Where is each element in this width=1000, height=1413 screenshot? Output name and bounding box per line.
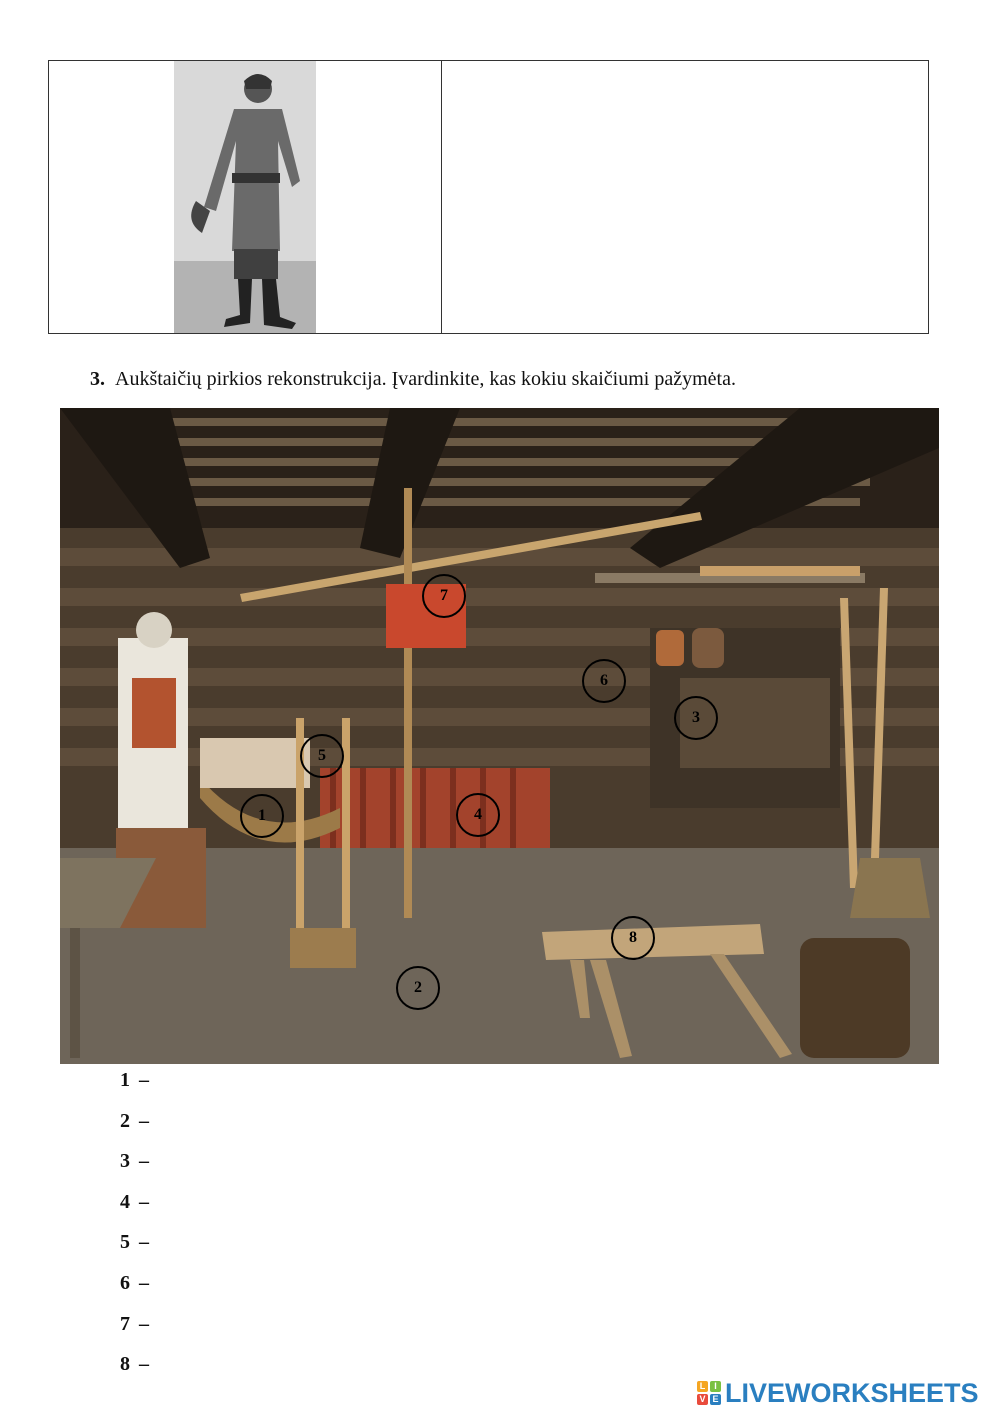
question-text: Aukštaičių pirkios rekonstrukcija. Įvardinkite, kas kokiu skaičiumi pažymėta. [115,368,736,390]
answer-row-4[interactable]: 4 – [120,1190,149,1213]
logo-icon: L I V E [697,1381,721,1405]
portrait-cell [49,61,442,333]
marker-4: 4 [456,793,500,837]
marker-2: 2 [396,966,440,1010]
marker-5: 5 [300,734,344,778]
answer-row-2[interactable]: 2 – [120,1109,149,1132]
question-3 [90,365,736,393]
marker-1: 1 [240,794,284,838]
question-number: 3. [90,368,105,390]
marker-6: 6 [582,659,626,703]
answer-row-7[interactable]: 7 – [120,1312,149,1335]
answer-row-5[interactable]: 5 – [120,1231,149,1254]
marker-8: 8 [611,916,655,960]
answer-list [120,1066,149,1391]
marker-7: 7 [422,574,466,618]
logo-text: LIVEWORKSHEETS [725,1377,979,1408]
answer-row-3[interactable]: 3 – [120,1150,149,1173]
marker-3: 3 [674,696,718,740]
man-portrait-image [174,61,316,333]
empty-answer-cell[interactable] [442,61,928,333]
interior-illustration [60,408,939,1064]
liveworksheets-logo [697,1378,979,1408]
answer-row-8[interactable]: 8 – [120,1353,149,1376]
house-interior-photo [60,408,939,1064]
answer-row-6[interactable]: 6 – [120,1271,149,1294]
answer-row-1[interactable]: 1 – [120,1069,149,1091]
top-table [48,60,929,334]
